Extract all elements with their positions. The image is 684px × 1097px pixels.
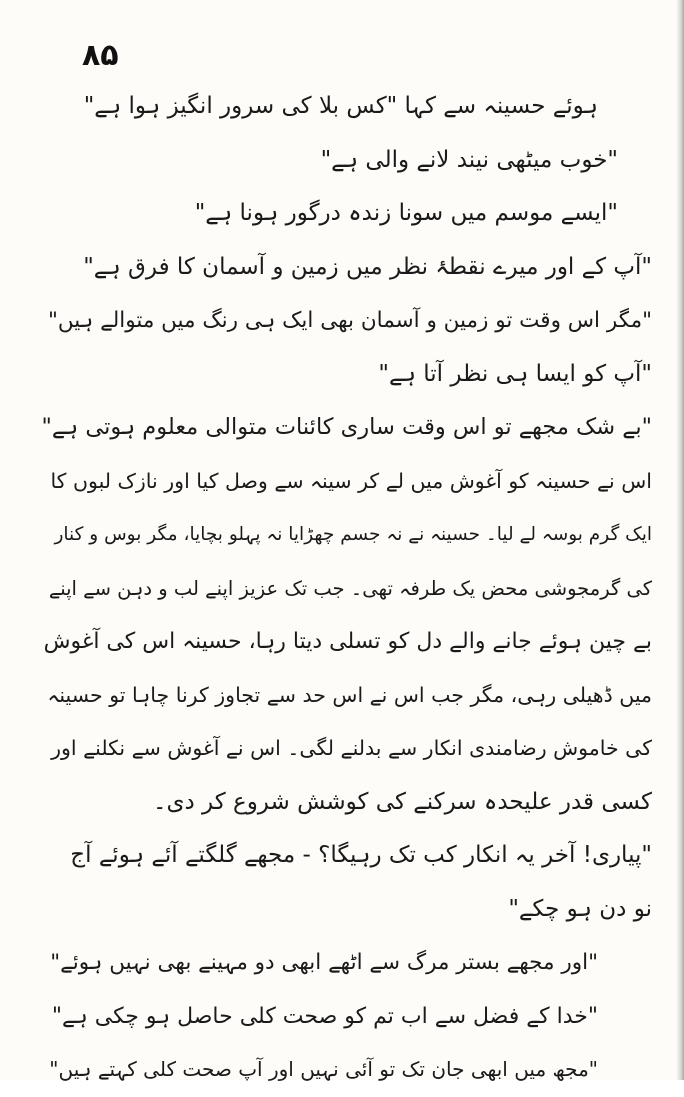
text-line: کسی قدر علیحدہ سرکنے کی کوشش شروع کر دی۔ [152,788,652,815]
text-line: "پیاری! آخر یہ انکار کب تک رہیگا؟ - مجھے گلگتے آئے ہوئے آج [70,842,652,868]
text-line: بے چین ہوئے جانے والے دل کو تسلی دیتا رہا، حسینہ اس کی آغوش [43,629,652,654]
text-line: "ایسے موسم میں سونا زندہ درگور ہونا ہے" [194,200,618,226]
text-line: ہوئے حسینہ سے کہا "کس بلا کی سرور انگیز ہوا ہے" [83,93,598,119]
text-line: کی خاموش رضامندی انکار سے بدلنے لگی۔ اس نے آغوش سے نکلنے اور [51,736,652,760]
text-line: "خوب میٹھی نیند لانے والی ہے" [320,146,618,173]
text-line: اس نے حسینہ کو آغوش میں لے کر سینہ سے وصل کیا اور نازک لبوں کا [50,468,652,493]
page-number: ۸۵ [82,38,119,73]
text-line: "خدا کے فضل سے اب تم کو صحت کلی حاصل ہو چکی ہے" [51,1003,598,1029]
text-line: "مجھ میں ابھی جان تک تو آئی نہیں اور آپ صحت کلی کہتے ہیں" [49,1057,598,1081]
text-line: نو دن ہو چکے" [508,895,652,922]
page-edge-shadow [676,0,684,1080]
text-line: "مگر اس وقت تو زمین و آسمان بھی ایک ہی رنگ میں متوالے ہیں" [47,308,652,333]
text-line: کی گرمجوشی محض یک طرفہ تھی۔ جب تک عزیز اپنے لب و دہن سے اپنے [48,576,652,600]
text-line: "اور مجھے بستر مرگ سے اٹھے ابھی دو مہینے بھی نہیں ہوئے" [50,950,598,975]
text-line: "آپ کو ایسا ہی نظر آتا ہے" [378,360,652,387]
text-line: "بے شک مجھے تو اس وقت ساری کائنات متوالی معلوم ہوتی ہے" [41,414,652,440]
text-line: ایک گرم بوسہ لے لیا۔ حسینہ نے نہ جسم چھڑایا نہ پہلو بچایا، مگر بوس و کنار [54,524,652,545]
text-line: میں ڈھیلی رہی، مگر جب اس نے اس حد سے تجاوز کرنا چاہا تو حسینہ [47,682,652,707]
page-text [40,80,652,1097]
text-line: "آپ کے اور میرے نقطۂ نظر میں زمین و آسمان کا فرق ہے" [83,253,652,280]
